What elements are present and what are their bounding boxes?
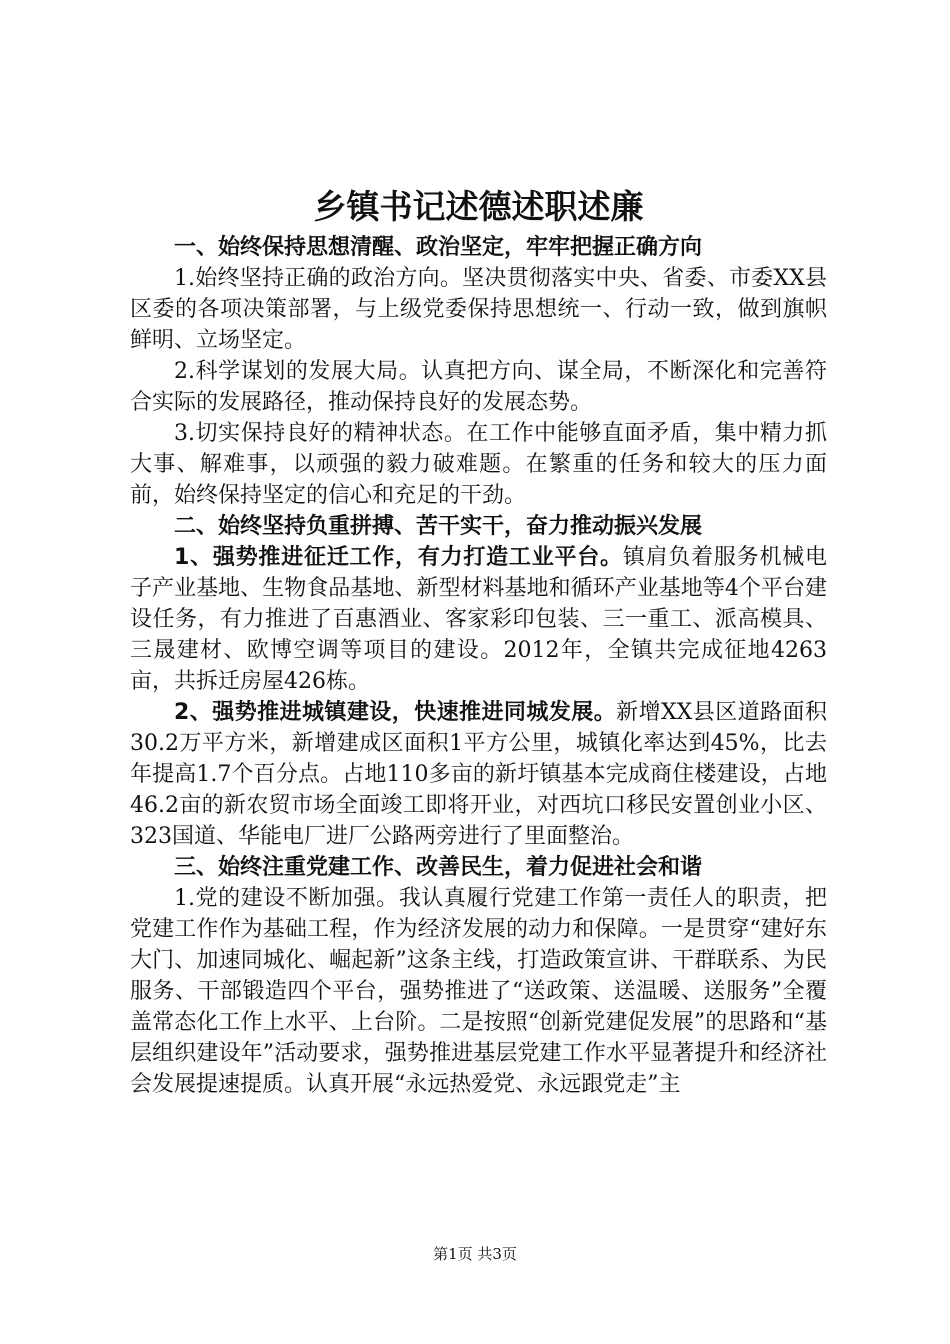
- section-heading: 二、始终坚持负重拼搏、苦干实干，奋力推动振兴发展: [174, 514, 703, 539]
- paragraph-lead: 1、强势推进征迁工作，有力打造工业平台。: [174, 545, 623, 570]
- section-3: [130, 852, 827, 1100]
- document-page: [130, 182, 827, 1100]
- section-1: [130, 232, 827, 511]
- paragraph: [130, 263, 827, 356]
- section-2: [130, 511, 827, 852]
- paragraph-lead: 2、强势推进城镇建设，快速推进同城发展。: [174, 700, 617, 725]
- paragraph: [130, 418, 827, 511]
- paragraph-text: 3.切实保持良好的精神状态。在工作中能够直面矛盾，集中精力抓大事、解难事，以顽强的毅力破难题。在繁重的任务和较大的压力面前，始终保持坚定的信心和充足的干劲。: [130, 421, 827, 508]
- section-heading: 一、始终保持思想清醒、政治坚定，牢牢把握正确方向: [174, 235, 703, 260]
- paragraph-text: 2.科学谋划的发展大局。认真把方向、谋全局，不断深化和完善符合实际的发展路径，推动保持良好的发展态势。: [130, 359, 827, 415]
- paragraph: [130, 697, 827, 852]
- paragraph: [130, 356, 827, 418]
- paragraph: [130, 542, 827, 697]
- document-title: 乡镇书记述德述职述廉: [313, 187, 644, 226]
- paragraph-text: 1.党的建设不断加强。我认真履行党建工作第一责任人的职责，把党建工作作为基础工程，作为经济发展的动力和保障。一是贯穿“建好东大门、加速同城化、崛起新”这条主线，打造政策宣讲、干群联系、为民服务、干部锻造四个平台，强势推进了“送政策、送温暖、送服务”全覆盖常态化工作上水平、上台阶。二是按照“创新党建促发展”的思路和“基层组织建设年”活动要求，强势推进基层党建工作水平显著提升和经济社会发展提速提质。认真开展“永远热爱党、永远跟党走”主: [130, 886, 827, 1097]
- section-heading: 三、始终注重党建工作、改善民生，着力促进社会和谐: [174, 855, 703, 880]
- paragraph: [130, 883, 827, 1100]
- paragraph-text: 新增XX县区道路面积30.2万平方米，新增建成区面积1平方公里，城镇化率达到45%，比去年提高1.7个百分点。占地110多亩的新圩镇基本完成商住楼建设，占地46.2亩的新农贸市场全面竣工即将开业，对西坑口移民安置创业小区、323国道、华能电厂进厂公路两旁进行了里面整治。: [130, 700, 827, 849]
- page-footer: 第1页 共3页: [433, 1245, 517, 1263]
- paragraph-text: 1.始终坚持正确的政治方向。坚决贯彻落实中央、省委、市委XX县区委的各项决策部署，与上级党委保持思想统一、行动一致，做到旗帜鲜明、立场坚定。: [130, 266, 827, 353]
- paragraph-text: 镇肩负着服务机械电子产业基地、生物食品基地、新型材料基地和循环产业基地等4个平台建设任务，有力推进了百惠酒业、客家彩印包装、三一重工、派高模具、三晟建材、欧博空调等项目的建设。2012年，全镇共完成征地4263亩，共拆迁房屋426栋。: [130, 545, 827, 694]
